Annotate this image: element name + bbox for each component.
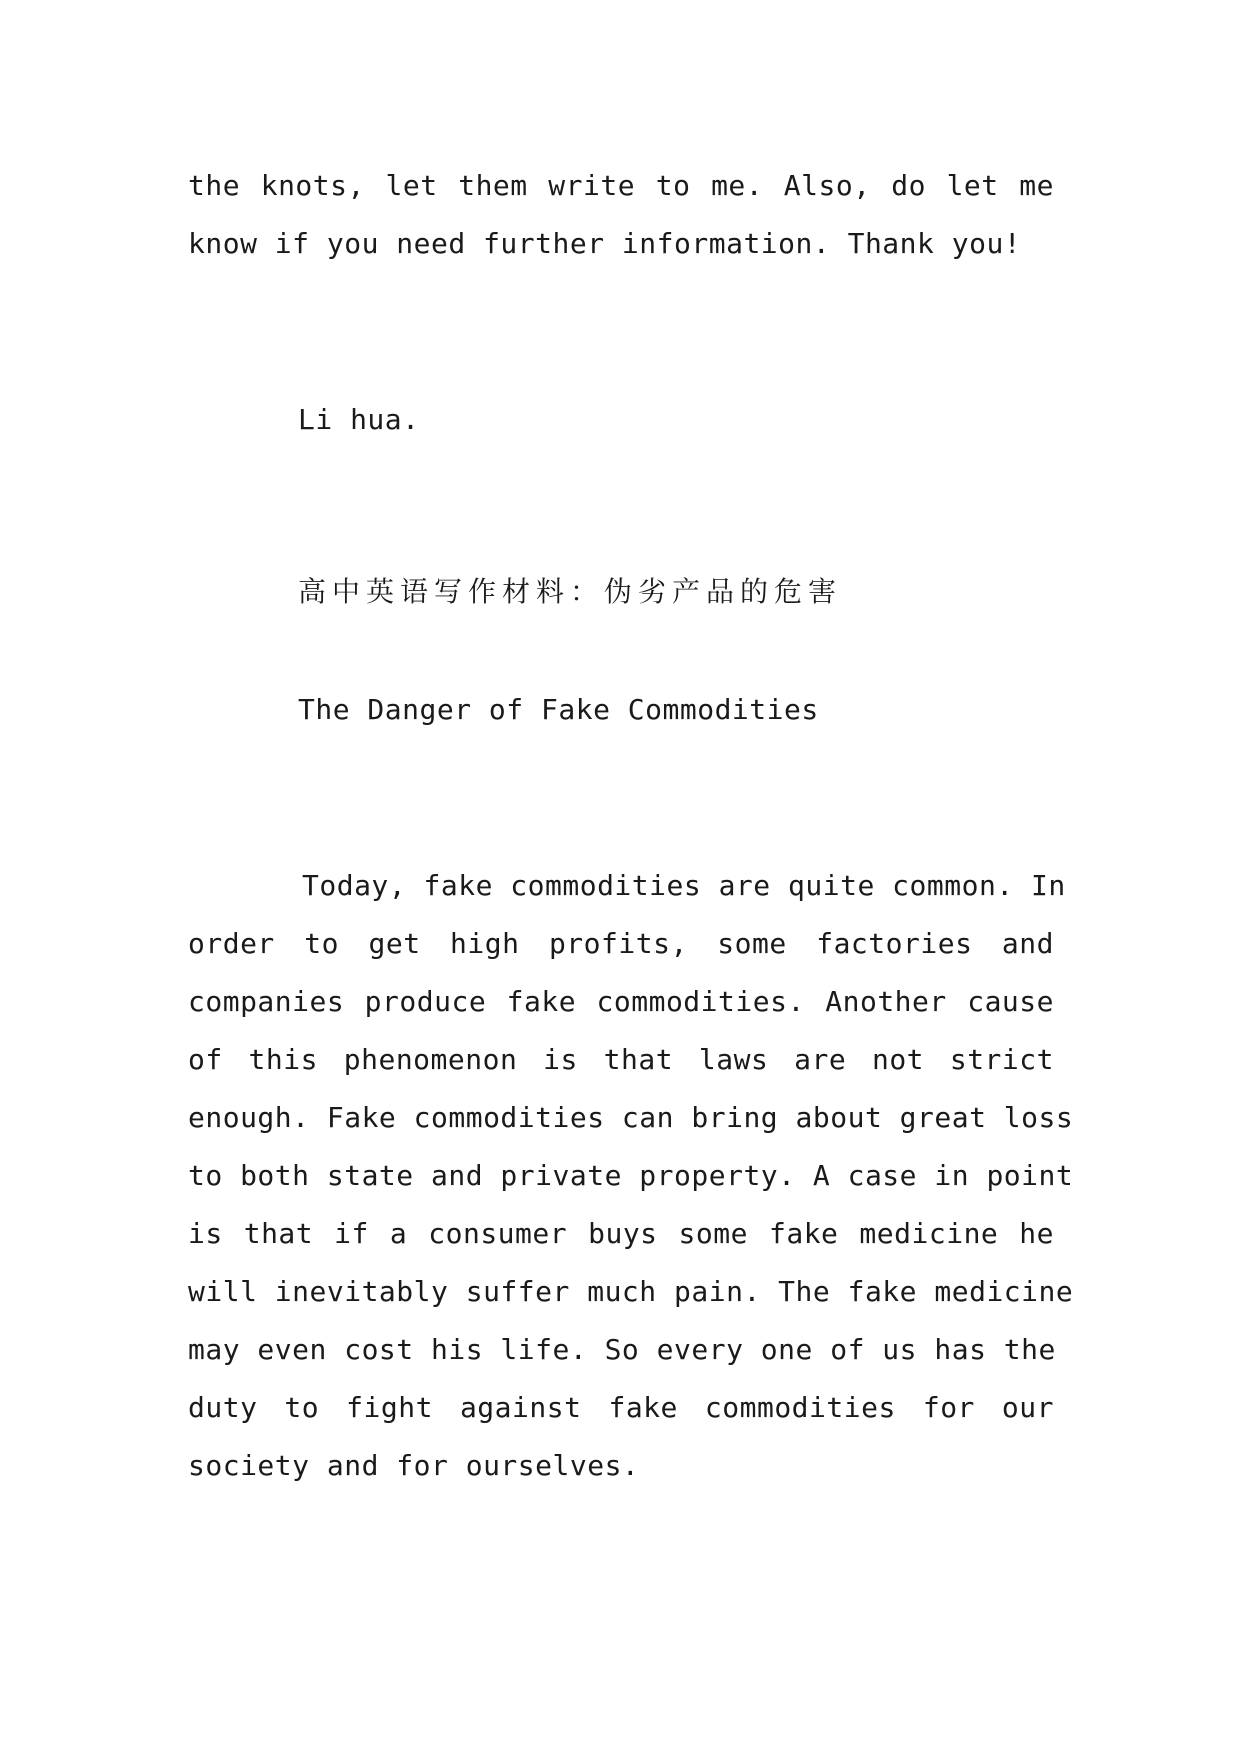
paragraph-line-2: order to get high profits, some factories and: [188, 927, 1054, 960]
paragraph-line-4: of this phenomenon is that laws are not strict: [188, 1043, 1054, 1076]
paragraph-line-6: to both state and private property. A case in point: [188, 1159, 1074, 1192]
letter-line-1: the knots, let them write to me. Also, do let me: [188, 169, 1054, 202]
paragraph-line-1: Today, fake commodities are quite common. In: [302, 869, 1066, 902]
paragraph-line-9: may even cost his life. So every one of us has the: [188, 1333, 1056, 1366]
paragraph-line-11: society and for ourselves.: [188, 1449, 640, 1482]
chinese-title: 高中英语写作材料：伪劣产品的危害: [298, 575, 843, 608]
paragraph-line-10: duty to fight against fake commodities for our: [188, 1391, 1054, 1424]
signature: Li hua.: [298, 403, 420, 436]
paragraph-line-5: enough. Fake commodities can bring about great loss: [188, 1101, 1074, 1134]
letter-line-2: know if you need further information. Thank you!: [188, 227, 1022, 260]
paragraph-line-7: is that if a consumer buys some fake medicine he: [188, 1217, 1054, 1250]
essay-title: The Danger of Fake Commodities: [298, 693, 819, 726]
paragraph-line-3: companies produce fake commodities. Another cause: [188, 985, 1054, 1018]
paragraph-line-8: will inevitably suffer much pain. The fake medicine: [188, 1275, 1074, 1308]
